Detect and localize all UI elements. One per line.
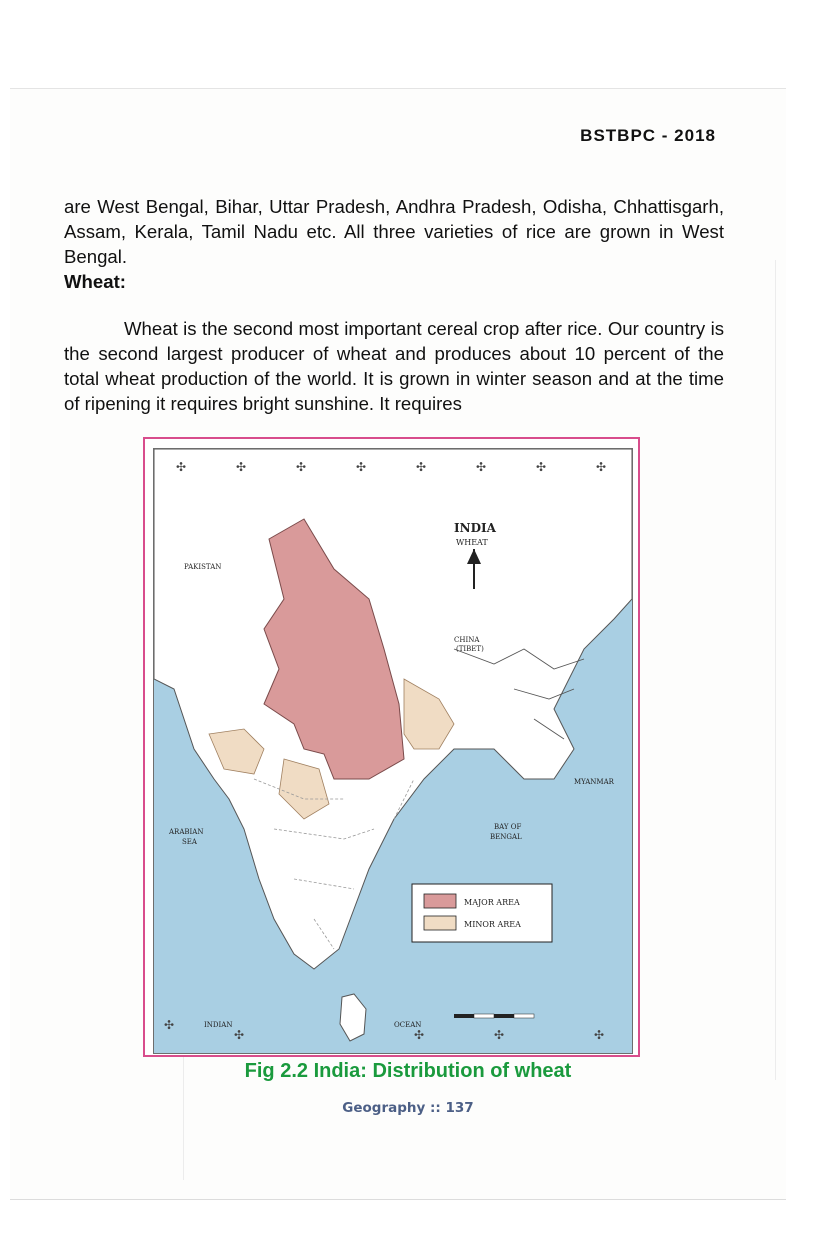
page-footer: Geography :: 137 — [342, 1100, 474, 1116]
label-indian: INDIAN — [204, 1021, 233, 1029]
paragraph-rice-states: are West Bengal, Bihar, Uttar Pradesh, Andhra Pradesh, Odisha, Chhattisgarh, Assam, Kerala, Tamil Nadu etc. All three varieties of rice are grown in West Bengal. — [64, 196, 724, 267]
label-bengal: BENGAL — [490, 833, 522, 841]
label-tibet: (TIBET) — [456, 645, 484, 653]
symbol-mark: ✣ — [176, 460, 187, 474]
label-myanmar: MYANMAR — [574, 778, 614, 786]
paragraph-wheat: Wheat is the second most important cereal crop after rice. Our country is the second largest producer of wheat and produces about 10 percent of the total wheat production of the world. It is grown in winter season and at the time of ripening it requires bright sunshine. It requires — [64, 318, 724, 414]
label-ocean: OCEAN — [394, 1021, 422, 1029]
symbol-mark: ✣ — [296, 460, 307, 474]
symbol-mark: ✣ — [476, 460, 487, 474]
symbol-mark: ✣ — [234, 1028, 245, 1042]
symbol-mark: ✣ — [596, 460, 607, 474]
page-margin-line-right — [775, 260, 776, 1080]
map-subtitle: WHEAT — [456, 538, 488, 547]
label-arabian: ARABIAN — [169, 828, 204, 836]
symbol-mark: ✣ — [164, 1018, 175, 1032]
symbol-mark: ✣ — [356, 460, 367, 474]
symbol-mark: ✣ — [494, 1028, 505, 1042]
symbol-mark: ✣ — [236, 460, 247, 474]
legend-swatch-minor — [424, 916, 456, 930]
symbol-mark: ✣ — [416, 460, 427, 474]
label-pakistan: PAKISTAN — [184, 563, 222, 571]
map-svg — [154, 449, 632, 1053]
legend-minor-label: MINOR AREA — [464, 920, 521, 929]
section-heading-wheat: Wheat: — [64, 271, 126, 292]
wheat-distribution-map — [153, 448, 633, 1054]
map-legend — [412, 884, 552, 942]
label-bay-of: BAY OF — [494, 823, 522, 831]
symbol-mark: ✣ — [594, 1028, 605, 1042]
symbol-mark: ✣ — [536, 460, 547, 474]
figure-caption: Fig 2.2 India: Distribution of wheat — [244, 1060, 572, 1082]
label-sea: SEA — [182, 838, 197, 846]
label-china: CHINA — [454, 636, 480, 644]
symbol-mark: ✣ — [414, 1028, 425, 1042]
legend-swatch-major — [424, 894, 456, 908]
map-title: INDIA — [454, 521, 496, 535]
legend-major-label: MAJOR AREA — [464, 898, 520, 907]
scale-bar — [454, 1014, 534, 1018]
document-header-code: BSTBPC - 2018 — [580, 126, 716, 145]
